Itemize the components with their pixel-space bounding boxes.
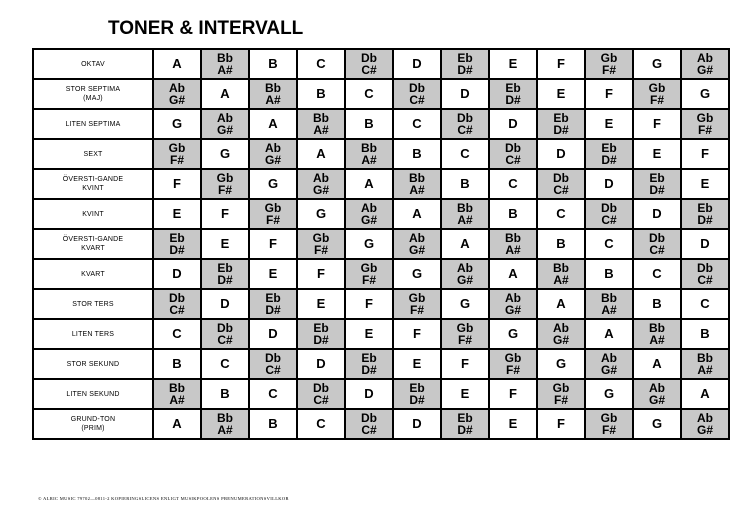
natural-note-cell: E (585, 109, 633, 139)
natural-note-cell: G (633, 409, 681, 439)
interval-row (33, 319, 729, 349)
natural-note-cell: E (489, 49, 537, 79)
natural-note-cell: B (249, 409, 297, 439)
accidental-note-cell: Gb F# (441, 319, 489, 349)
natural-note-cell: A (441, 229, 489, 259)
accidental-note-cell: Eb D# (345, 349, 393, 379)
accidental-note-cell: Eb D# (681, 199, 729, 229)
interval-label: LITEN SEKUND (33, 379, 153, 409)
accidental-note-cell: Gb F# (345, 259, 393, 289)
natural-note-cell: D (633, 199, 681, 229)
natural-note-cell: C (153, 319, 201, 349)
accidental-note-cell: Ab G# (489, 289, 537, 319)
natural-note-cell: F (441, 349, 489, 379)
natural-note-cell: D (681, 229, 729, 259)
natural-note-cell: A (201, 79, 249, 109)
natural-note-cell: B (249, 49, 297, 79)
natural-note-cell: D (489, 109, 537, 139)
natural-note-cell: B (153, 349, 201, 379)
accidental-note-cell: Ab G# (585, 349, 633, 379)
accidental-note-cell: Bb A# (633, 319, 681, 349)
interval-row (33, 379, 729, 409)
natural-note-cell: E (249, 259, 297, 289)
natural-note-cell: E (681, 169, 729, 199)
natural-note-cell: G (441, 289, 489, 319)
interval-row (33, 259, 729, 289)
interval-label: ÖVERSTI-GANDE KVART (33, 229, 153, 259)
natural-note-cell: C (681, 289, 729, 319)
natural-note-cell: G (393, 259, 441, 289)
natural-note-cell: B (585, 259, 633, 289)
interval-label: LITEN TERS (33, 319, 153, 349)
interval-label: ÖVERSTI-GANDE KVINT (33, 169, 153, 199)
interval-label: STOR SEKUND (33, 349, 153, 379)
natural-note-cell: G (201, 139, 249, 169)
interval-row (33, 289, 729, 319)
accidental-note-cell: Bb A# (201, 49, 249, 79)
natural-note-cell: F (489, 379, 537, 409)
interval-row (33, 199, 729, 229)
natural-note-cell: A (489, 259, 537, 289)
natural-note-cell: F (153, 169, 201, 199)
natural-note-cell: G (585, 379, 633, 409)
accidental-note-cell: Db C# (249, 349, 297, 379)
accidental-note-cell: Bb A# (297, 109, 345, 139)
accidental-note-cell: Eb D# (537, 109, 585, 139)
natural-note-cell: B (201, 379, 249, 409)
interval-row (33, 79, 729, 109)
natural-note-cell: C (297, 49, 345, 79)
accidental-note-cell: Eb D# (153, 229, 201, 259)
accidental-note-cell: Db C# (585, 199, 633, 229)
accidental-note-cell: Db C# (153, 289, 201, 319)
natural-note-cell: C (633, 259, 681, 289)
accidental-note-cell: Bb A# (345, 139, 393, 169)
accidental-note-cell: Db C# (345, 409, 393, 439)
accidental-note-cell: Db C# (489, 139, 537, 169)
natural-note-cell: D (153, 259, 201, 289)
accidental-note-cell: Gb F# (153, 139, 201, 169)
accidental-note-cell: Bb A# (441, 199, 489, 229)
accidental-note-cell: Ab G# (345, 199, 393, 229)
natural-note-cell: F (681, 139, 729, 169)
accidental-note-cell: Gb F# (585, 49, 633, 79)
natural-note-cell: A (345, 169, 393, 199)
natural-note-cell: F (537, 409, 585, 439)
accidental-note-cell: Gb F# (681, 109, 729, 139)
natural-note-cell: F (537, 49, 585, 79)
accidental-note-cell: Db C# (297, 379, 345, 409)
accidental-note-cell: Db C# (393, 79, 441, 109)
interval-row (33, 409, 729, 439)
interval-row (33, 169, 729, 199)
natural-note-cell: G (249, 169, 297, 199)
accidental-note-cell: Ab G# (633, 379, 681, 409)
accidental-note-cell: Ab G# (441, 259, 489, 289)
accidental-note-cell: Ab G# (537, 319, 585, 349)
copyright-footer: © ALRIC MUSIC 79702—0811-2 KOPIERINGSLICENS ENLIGT MUSIKPOOLENS PRENUMERATIONSVILLKOR (38, 496, 289, 501)
natural-note-cell: B (489, 199, 537, 229)
natural-note-cell: E (153, 199, 201, 229)
accidental-note-cell: Ab G# (393, 229, 441, 259)
accidental-note-cell: Bb A# (201, 409, 249, 439)
accidental-note-cell: Eb D# (297, 319, 345, 349)
natural-note-cell: C (345, 79, 393, 109)
accidental-note-cell: Ab G# (249, 139, 297, 169)
accidental-note-cell: Bb A# (681, 349, 729, 379)
accidental-note-cell: Ab G# (297, 169, 345, 199)
interval-label: SEXT (33, 139, 153, 169)
natural-note-cell: B (393, 139, 441, 169)
accidental-note-cell: Gb F# (393, 289, 441, 319)
accidental-note-cell: Db C# (345, 49, 393, 79)
natural-note-cell: C (393, 109, 441, 139)
accidental-note-cell: Bb A# (585, 289, 633, 319)
natural-note-cell: B (537, 229, 585, 259)
accidental-note-cell: Db C# (441, 109, 489, 139)
natural-note-cell: B (681, 319, 729, 349)
natural-note-cell: E (345, 319, 393, 349)
interval-row (33, 139, 729, 169)
accidental-note-cell: Gb F# (201, 169, 249, 199)
natural-note-cell: A (393, 199, 441, 229)
natural-note-cell: D (585, 169, 633, 199)
natural-note-cell: G (681, 79, 729, 109)
accidental-note-cell: Bb A# (489, 229, 537, 259)
natural-note-cell: E (441, 379, 489, 409)
natural-note-cell: D (441, 79, 489, 109)
accidental-note-cell: Ab G# (681, 49, 729, 79)
accidental-note-cell: Gb F# (489, 349, 537, 379)
natural-note-cell: G (537, 349, 585, 379)
natural-note-cell: G (345, 229, 393, 259)
accidental-note-cell: Eb D# (201, 259, 249, 289)
interval-label: KVART (33, 259, 153, 289)
natural-note-cell: C (537, 199, 585, 229)
accidental-note-cell: Bb A# (393, 169, 441, 199)
natural-note-cell: A (585, 319, 633, 349)
natural-note-cell: G (297, 199, 345, 229)
accidental-note-cell: Gb F# (249, 199, 297, 229)
accidental-note-cell: Eb D# (441, 409, 489, 439)
natural-note-cell: D (345, 379, 393, 409)
accidental-note-cell: Eb D# (489, 79, 537, 109)
natural-note-cell: G (489, 319, 537, 349)
natural-note-cell: B (297, 79, 345, 109)
natural-note-cell: A (633, 349, 681, 379)
natural-note-cell: A (249, 109, 297, 139)
natural-note-cell: F (249, 229, 297, 259)
accidental-note-cell: Gb F# (633, 79, 681, 109)
accidental-note-cell: Eb D# (393, 379, 441, 409)
natural-note-cell: F (633, 109, 681, 139)
interval-label: STOR TERS (33, 289, 153, 319)
interval-row (33, 109, 729, 139)
natural-note-cell: D (249, 319, 297, 349)
natural-note-cell: D (297, 349, 345, 379)
natural-note-cell: B (441, 169, 489, 199)
natural-note-cell: A (153, 409, 201, 439)
natural-note-cell: A (297, 139, 345, 169)
natural-note-cell: C (489, 169, 537, 199)
natural-note-cell: C (201, 349, 249, 379)
natural-note-cell: G (633, 49, 681, 79)
interval-row (33, 229, 729, 259)
natural-note-cell: E (633, 139, 681, 169)
natural-note-cell: D (393, 409, 441, 439)
natural-note-cell: E (393, 349, 441, 379)
natural-note-cell: C (297, 409, 345, 439)
natural-note-cell: C (441, 139, 489, 169)
natural-note-cell: C (585, 229, 633, 259)
accidental-note-cell: Bb A# (537, 259, 585, 289)
natural-note-cell: E (297, 289, 345, 319)
accidental-note-cell: Gb F# (585, 409, 633, 439)
natural-note-cell: F (345, 289, 393, 319)
interval-table (32, 48, 730, 440)
natural-note-cell: F (201, 199, 249, 229)
accidental-note-cell: Gb F# (297, 229, 345, 259)
accidental-note-cell: Bb A# (153, 379, 201, 409)
interval-label: STOR SEPTIMA (MAJ) (33, 79, 153, 109)
interval-label: LITEN SEPTIMA (33, 109, 153, 139)
accidental-note-cell: Gb F# (537, 379, 585, 409)
accidental-note-cell: Db C# (537, 169, 585, 199)
natural-note-cell: A (537, 289, 585, 319)
accidental-note-cell: Bb A# (249, 79, 297, 109)
accidental-note-cell: Ab G# (681, 409, 729, 439)
interval-label: GRUND-TON (PRIM) (33, 409, 153, 439)
page-title: TONER & INTERVALL (108, 18, 304, 39)
natural-note-cell: E (489, 409, 537, 439)
interval-row (33, 349, 729, 379)
accidental-note-cell: Eb D# (585, 139, 633, 169)
natural-note-cell: D (537, 139, 585, 169)
natural-note-cell: D (393, 49, 441, 79)
natural-note-cell: A (681, 379, 729, 409)
natural-note-cell: G (153, 109, 201, 139)
natural-note-cell: E (537, 79, 585, 109)
natural-note-cell: F (393, 319, 441, 349)
accidental-note-cell: Ab G# (153, 79, 201, 109)
interval-row (33, 49, 729, 79)
accidental-note-cell: Db C# (201, 319, 249, 349)
natural-note-cell: F (585, 79, 633, 109)
accidental-note-cell: Db C# (633, 229, 681, 259)
accidental-note-cell: Eb D# (441, 49, 489, 79)
natural-note-cell: D (201, 289, 249, 319)
natural-note-cell: B (345, 109, 393, 139)
natural-note-cell: F (297, 259, 345, 289)
accidental-note-cell: Eb D# (249, 289, 297, 319)
interval-label: KVINT (33, 199, 153, 229)
interval-label: OKTAV (33, 49, 153, 79)
natural-note-cell: E (201, 229, 249, 259)
natural-note-cell: C (249, 379, 297, 409)
accidental-note-cell: Ab G# (201, 109, 249, 139)
natural-note-cell: B (633, 289, 681, 319)
accidental-note-cell: Db C# (681, 259, 729, 289)
natural-note-cell: A (153, 49, 201, 79)
accidental-note-cell: Eb D# (633, 169, 681, 199)
